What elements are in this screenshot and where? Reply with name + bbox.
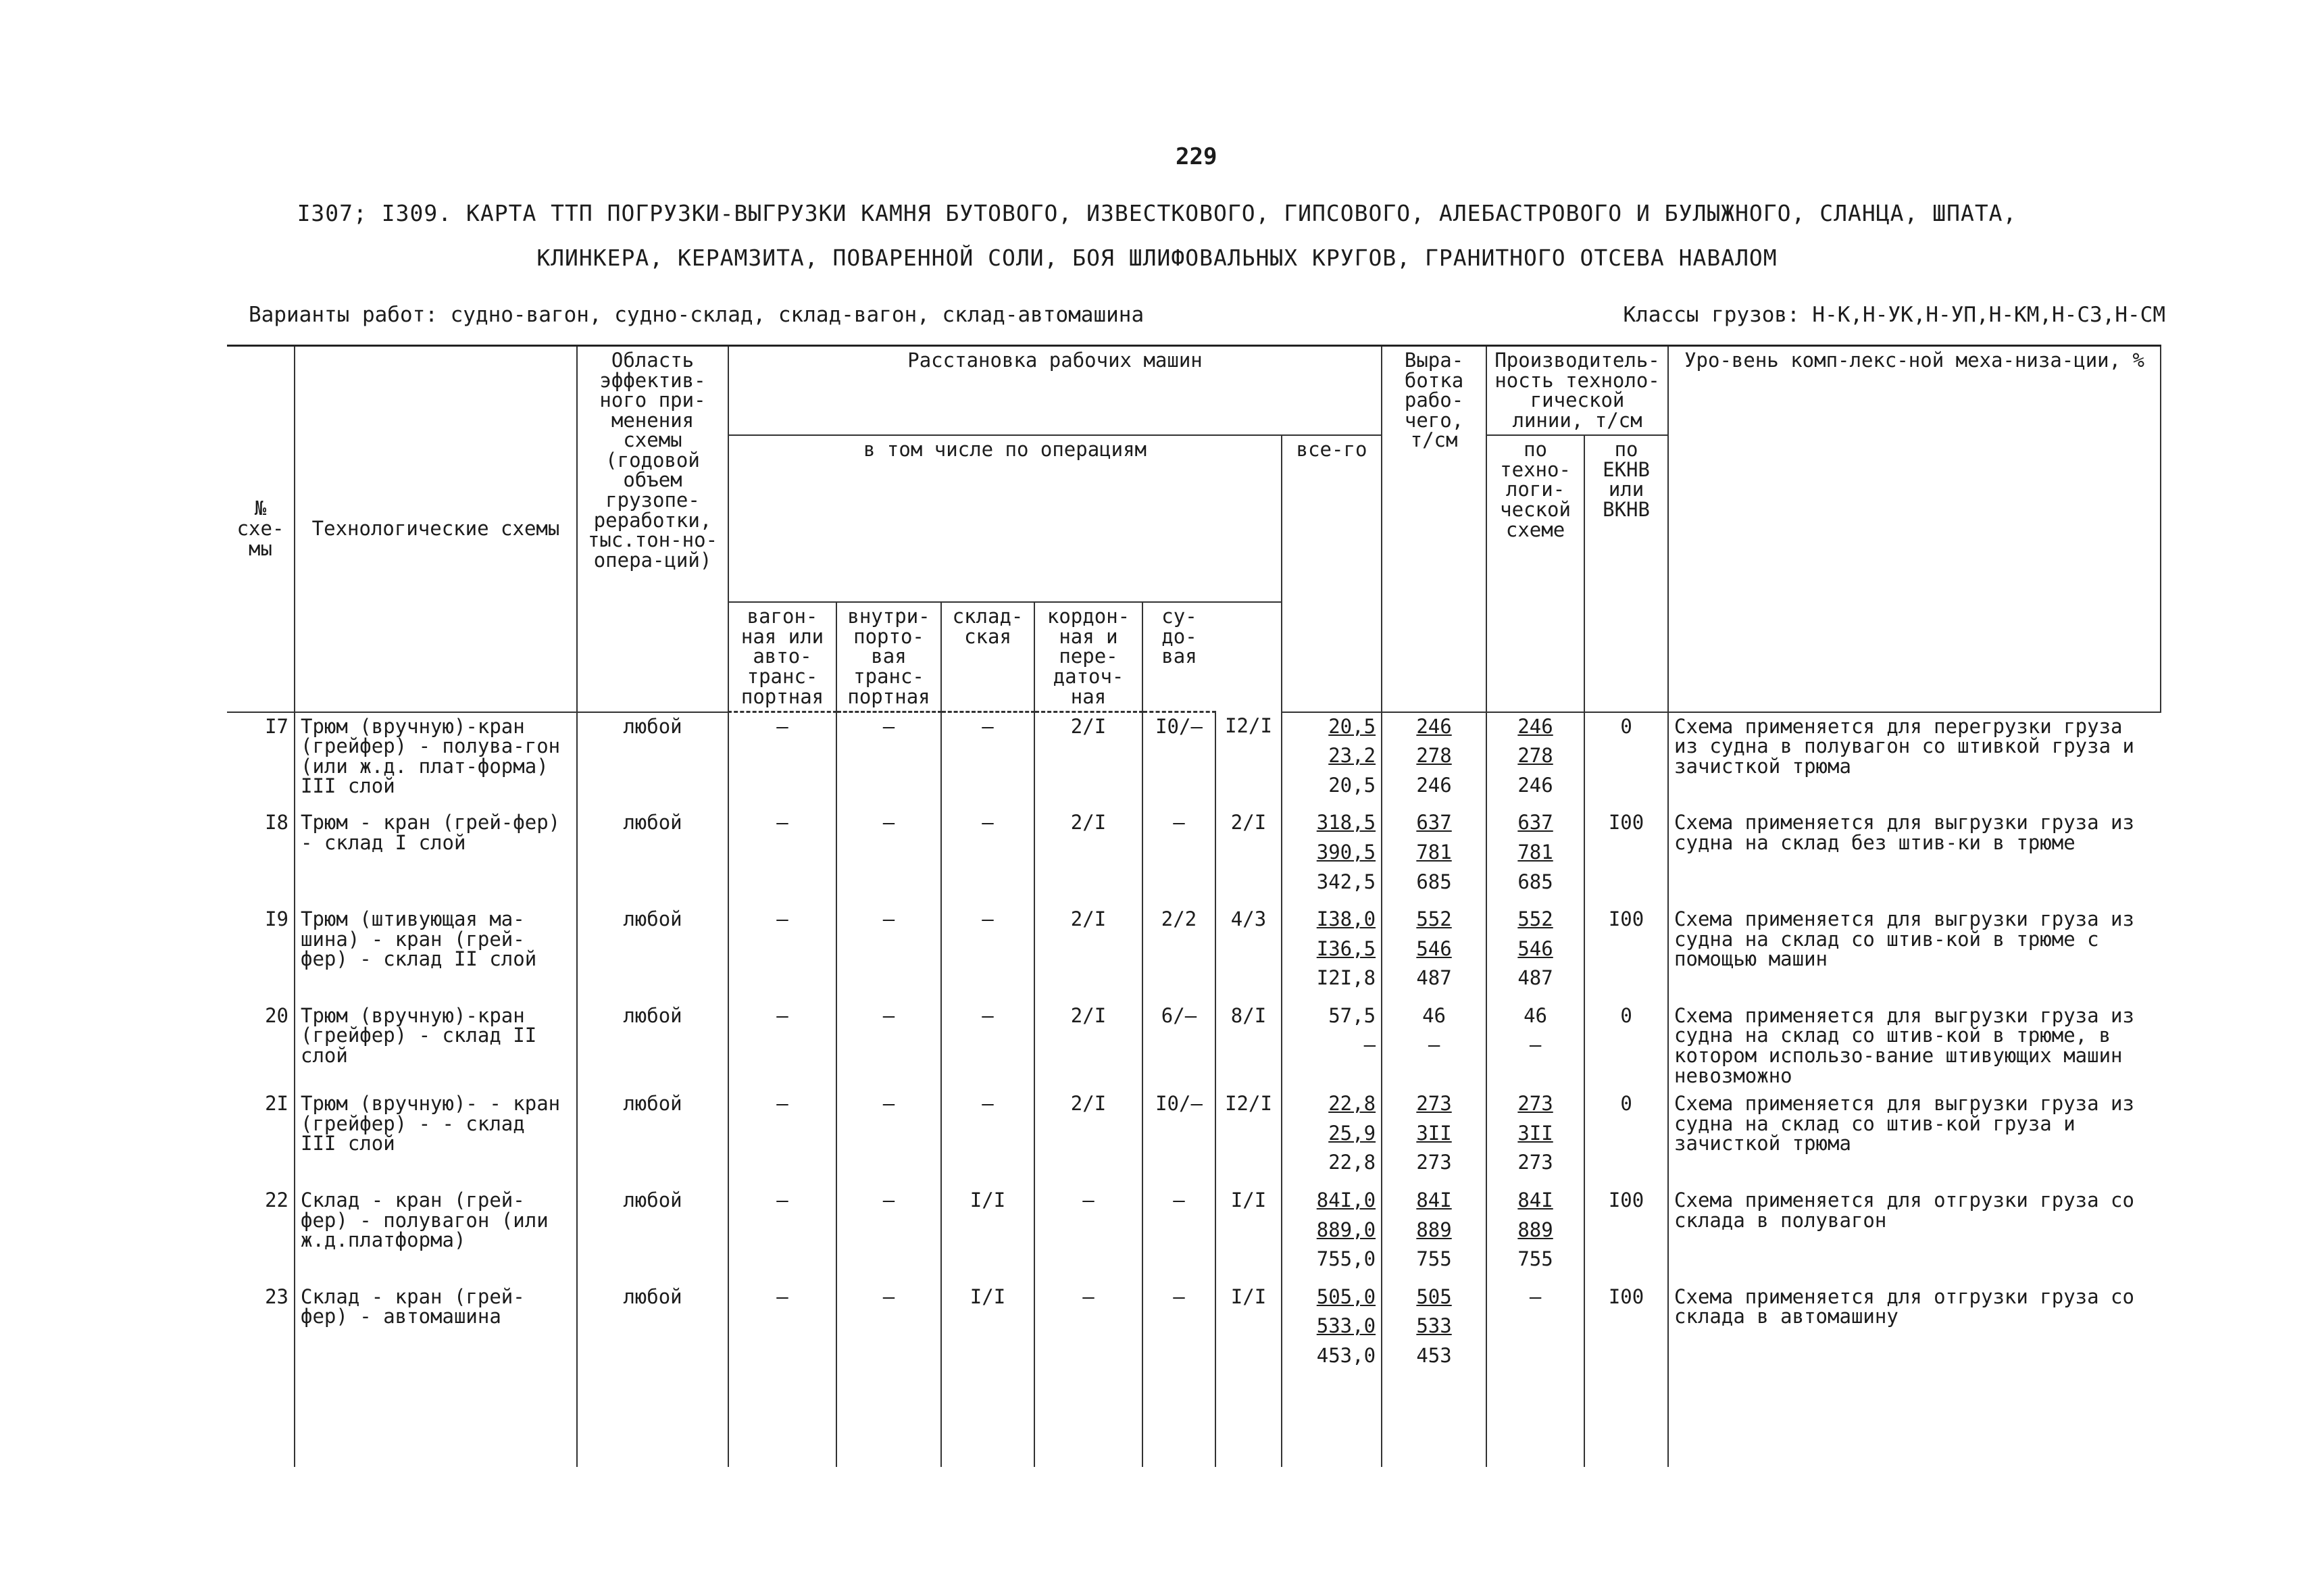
productivity-scheme-value: 46: [1422, 1003, 1446, 1027]
header-op-wagon: вагон-ная или авто-транс-портная: [728, 602, 836, 712]
op-total: 4/3: [1215, 905, 1282, 1002]
scheme-description: Склад - кран (грей-фер) - автомашина: [295, 1283, 577, 1380]
header-placement-sub: в том числе по операциям: [728, 435, 1282, 602]
mechanization-level: I00: [1584, 1283, 1668, 1380]
worker-output: [1282, 809, 1382, 905]
op-total: I/I: [1215, 1187, 1282, 1283]
worker-output-value: 342,5: [1316, 870, 1376, 893]
productivity-scheme-value: 546: [1416, 937, 1452, 960]
worker-output: [1282, 712, 1382, 809]
op-total: 2/I: [1215, 809, 1282, 905]
header-area: Область эффектив-ного при-менения схемы (годовой объем грузопе-реработки, тыс.тон-но-опера-ций): [577, 346, 728, 712]
op-wagon: –: [728, 1090, 836, 1187]
productivity-scheme-value: 889: [1416, 1218, 1452, 1241]
op-ship: I0/–: [1142, 712, 1215, 809]
scheme-number: I9: [227, 905, 295, 1002]
productivity-scheme-value: 637: [1416, 811, 1452, 834]
op-internal: –: [836, 1002, 941, 1090]
productivity-eknv: [1486, 1187, 1584, 1283]
productivity-eknv: [1486, 905, 1584, 1002]
document-title-line-1: I307; I309. КАРТА ТТП ПОГРУЗКИ-ВЫГРУЗКИ КАМНЯ БУТОВОГО, ИЗВЕСТКОВОГО, ГИПСОВОГО, АЛЕБАСТРОВОГО И БУЛЫЖНОГО, СЛАНЦА, ШПАТА,: [297, 200, 2017, 226]
productivity-scheme: [1382, 1187, 1486, 1283]
op-wagon: –: [728, 1283, 836, 1380]
scheme-purpose: Схема применяется для выгрузки груза из судна на склад со штив-кой груза и зачисткой трюма: [1668, 1090, 2161, 1187]
op-internal: –: [836, 1090, 941, 1187]
productivity-eknv: [1486, 809, 1584, 905]
worker-output-value: 390,5: [1316, 840, 1376, 864]
empty-cell: [1584, 1379, 1668, 1467]
worker-output-value: 20,5: [1328, 714, 1376, 738]
op-ship: 2/2: [1142, 905, 1215, 1002]
productivity-eknv-value: 46: [1524, 1003, 1547, 1027]
table-row: [227, 809, 2161, 905]
op-cordon: 2/I: [1034, 1090, 1142, 1187]
header-schemes: Технологические схемы: [295, 346, 577, 712]
scheme-purpose: Схема применяется для отгрузки груза со склада в полувагон: [1668, 1187, 2161, 1283]
table-body: [227, 712, 2161, 1468]
productivity-scheme-value: 487: [1416, 966, 1452, 990]
productivity-scheme: [1382, 1090, 1486, 1187]
productivity-scheme: [1382, 1002, 1486, 1090]
op-wagon: –: [728, 1002, 836, 1090]
scheme-description: Трюм (штивующая ма-шина) - кран (грей-фер) - склад II слой: [295, 905, 577, 1002]
op-internal: –: [836, 905, 941, 1002]
productivity-eknv-value: –: [1529, 1285, 1542, 1308]
cargo-classes: Классы грузов: Н-К,Н-УК,Н-УП,Н-КМ,Н-СЗ,Н-СМ: [1623, 303, 2165, 327]
technology-scheme-table: [227, 345, 2161, 1467]
productivity-scheme-value: 278: [1416, 744, 1452, 768]
table-row: [227, 1090, 2161, 1187]
op-cordon: 2/I: [1034, 905, 1142, 1002]
worker-output-value: 20,5: [1328, 773, 1376, 797]
header-placement: Расстановка рабочих машин: [728, 346, 1382, 436]
productivity-eknv-value: 889: [1517, 1218, 1553, 1241]
productivity-eknv-value: 273: [1517, 1151, 1553, 1174]
op-warehouse: –: [941, 1090, 1034, 1187]
productivity-scheme-value: 685: [1416, 870, 1452, 893]
empty-cell: [941, 1379, 1034, 1467]
productivity-scheme-value: 246: [1416, 714, 1452, 738]
op-cordon: –: [1034, 1187, 1142, 1283]
op-ship: –: [1142, 1283, 1215, 1380]
scheme-description: Трюм (вручную)-кран (грейфер) - полува-гон (или ж.д. плат-форма) III слой: [295, 712, 577, 809]
productivity-scheme-value: 453: [1416, 1343, 1452, 1367]
scheme-description: Трюм (вручную)- - кран (грейфер) - - склад III слой: [295, 1090, 577, 1187]
table-filler-row: [227, 1379, 2161, 1467]
worker-output-value: 318,5: [1316, 811, 1376, 834]
empty-cell: [295, 1379, 577, 1467]
productivity-scheme: [1382, 712, 1486, 809]
productivity-eknv-value: 552: [1517, 907, 1553, 931]
productivity-eknv-value: 637: [1517, 811, 1553, 834]
scheme-number: 20: [227, 1002, 295, 1090]
worker-output: [1282, 1090, 1382, 1187]
worker-output-value: 84I,0: [1316, 1188, 1376, 1212]
application-area: любой: [577, 809, 728, 905]
header-prod-scheme: по техно-логи-ческой схеме: [1486, 435, 1584, 712]
empty-cell: [836, 1379, 941, 1467]
op-total: I2/I: [1215, 712, 1282, 809]
header-prod-eknv: по ЕКНВ или ВКНВ: [1584, 435, 1668, 712]
op-cordon: –: [1034, 1283, 1142, 1380]
productivity-scheme-value: 781: [1416, 840, 1452, 864]
empty-cell: [1486, 1379, 1584, 1467]
productivity-eknv: [1486, 1002, 1584, 1090]
productivity-scheme-value: 84I: [1416, 1188, 1452, 1212]
empty-cell: [1282, 1379, 1382, 1467]
productivity-eknv-value: 781: [1517, 840, 1553, 864]
worker-output-value: 23,2: [1328, 744, 1376, 768]
productivity-scheme: [1382, 1283, 1486, 1380]
mechanization-level: 0: [1584, 712, 1668, 809]
productivity-eknv-value: 3II: [1517, 1121, 1553, 1145]
productivity-eknv-value: 278: [1517, 744, 1553, 768]
op-wagon: –: [728, 712, 836, 809]
scheme-purpose: Схема применяется для выгрузки груза из судна на склад со штив-кой в трюме с помощью машин: [1668, 905, 2161, 1002]
page-number: 229: [1176, 143, 1217, 170]
op-warehouse: I/I: [941, 1187, 1034, 1283]
worker-output-value: I36,5: [1316, 937, 1376, 960]
table-header: [227, 346, 2161, 712]
op-ship: –: [1142, 809, 1215, 905]
productivity-scheme-value: 3II: [1416, 1121, 1452, 1145]
op-internal: –: [836, 809, 941, 905]
application-area: любой: [577, 905, 728, 1002]
empty-cell: [1215, 1379, 1282, 1467]
productivity-scheme-value: 552: [1416, 907, 1452, 931]
op-ship: I0/–: [1142, 1090, 1215, 1187]
op-cordon: 2/I: [1034, 712, 1142, 809]
application-area: любой: [577, 1002, 728, 1090]
scheme-number: 23: [227, 1283, 295, 1380]
application-area: любой: [577, 712, 728, 809]
productivity-eknv-value: 685: [1517, 870, 1553, 893]
productivity-scheme-value: 755: [1416, 1247, 1452, 1271]
op-total: I/I: [1215, 1283, 1282, 1380]
worker-output-value: 25,9: [1328, 1121, 1376, 1145]
mechanization-level: 0: [1584, 1002, 1668, 1090]
productivity-eknv-value: 273: [1517, 1092, 1553, 1116]
op-internal: –: [836, 1187, 941, 1283]
mechanization-level: I00: [1584, 1187, 1668, 1283]
application-area: любой: [577, 1090, 728, 1187]
worker-output-value: 505,0: [1316, 1285, 1376, 1308]
op-warehouse: –: [941, 712, 1034, 809]
table-row: [227, 1187, 2161, 1283]
productivity-eknv: [1486, 712, 1584, 809]
scheme-description: Трюм (вручную)-кран (грейфер) - склад II слой: [295, 1002, 577, 1090]
productivity-eknv-value: 84I: [1517, 1188, 1553, 1212]
productivity-scheme-value: 533: [1416, 1314, 1452, 1338]
op-internal: –: [836, 712, 941, 809]
worker-output-value: 453,0: [1316, 1343, 1376, 1367]
productivity-scheme-value: 273: [1416, 1151, 1452, 1174]
worker-output: [1282, 905, 1382, 1002]
document-title-line-2: КЛИНКЕРА, КЕРАМЗИТА, ПОВАРЕННОЙ СОЛИ, БОЯ ШЛИФОВАЛЬНЫХ КРУГОВ, ГРАНИТНОГО ОТСЕВА НАВАЛОМ: [536, 245, 1778, 271]
application-area: любой: [577, 1283, 728, 1380]
op-warehouse: –: [941, 905, 1034, 1002]
productivity-eknv: [1486, 1090, 1584, 1187]
productivity-eknv-value: 246: [1517, 714, 1553, 738]
table-row: [227, 1283, 2161, 1380]
empty-cell: [1668, 1379, 2161, 1467]
table-row: [227, 1002, 2161, 1090]
op-wagon: –: [728, 1187, 836, 1283]
productivity-eknv: [1486, 1283, 1584, 1380]
empty-cell: [728, 1379, 836, 1467]
op-cordon: 2/I: [1034, 1002, 1142, 1090]
mechanization-level: 0: [1584, 1090, 1668, 1187]
header-output: Выра-ботка рабо-чего, т/см: [1382, 346, 1486, 712]
scheme-number: 22: [227, 1187, 295, 1283]
empty-cell: [1382, 1379, 1486, 1467]
op-ship: 6/–: [1142, 1002, 1215, 1090]
scheme-number: I8: [227, 809, 295, 905]
productivity-eknv-value: 755: [1517, 1247, 1553, 1271]
header-op-cordon: кордон-ная и пере-даточ-ная: [1034, 602, 1142, 712]
worker-output-value: 889,0: [1316, 1218, 1376, 1241]
productivity-eknv-value: 546: [1517, 937, 1553, 960]
productivity-eknv-value: –: [1529, 1033, 1542, 1057]
worker-output-value: 22,8: [1328, 1151, 1376, 1174]
table-row: [227, 712, 2161, 809]
scheme-purpose: Схема применяется для выгрузки груза из судна на склад без штив-ки в трюме: [1668, 809, 2161, 905]
scheme-description: Трюм - кран (грей-фер) - склад I слой: [295, 809, 577, 905]
worker-output-value: 755,0: [1316, 1247, 1376, 1271]
scheme-purpose: Схема применяется для перегрузки груза из судна в полувагон со штивкой груза и зачисткой трюма: [1668, 712, 2161, 809]
empty-cell: [577, 1379, 728, 1467]
worker-output-value: I38,0: [1316, 907, 1376, 931]
worker-output-value: 533,0: [1316, 1314, 1376, 1338]
productivity-scheme-value: –: [1428, 1033, 1440, 1057]
scheme-purpose: Схема применяется для отгрузки груза со склада в автомашину: [1668, 1283, 2161, 1380]
scheme-purpose: Схема применяется для выгрузки груза из судна на склад со штив-кой в трюме, в котором использо-вание штивующих машин невозможно: [1668, 1002, 2161, 1090]
productivity-scheme-value: 273: [1416, 1092, 1452, 1116]
worker-output-value: 22,8: [1328, 1092, 1376, 1116]
op-total: I2/I: [1215, 1090, 1282, 1187]
op-total: 8/I: [1215, 1002, 1282, 1090]
table-row: [227, 905, 2161, 1002]
op-wagon: –: [728, 905, 836, 1002]
header-number: № схе-мы: [227, 346, 295, 712]
worker-output: [1282, 1002, 1382, 1090]
header-op-internal: внутри-порто-вая транс-портная: [836, 602, 941, 712]
op-ship: –: [1142, 1187, 1215, 1283]
header-op-ship: су-до-вая: [1142, 602, 1215, 712]
productivity-scheme: [1382, 809, 1486, 905]
productivity-eknv-value: 487: [1517, 966, 1553, 990]
op-warehouse: –: [941, 1002, 1034, 1090]
worker-output: [1282, 1187, 1382, 1283]
worker-output: [1282, 1283, 1382, 1380]
op-warehouse: –: [941, 809, 1034, 905]
header-op-warehouse: склад-ская: [941, 602, 1034, 712]
worker-output-value: 57,5: [1328, 1003, 1376, 1027]
application-area: любой: [577, 1187, 728, 1283]
productivity-scheme-value: 246: [1416, 773, 1452, 797]
mechanization-level: I00: [1584, 809, 1668, 905]
productivity-scheme: [1382, 905, 1486, 1002]
header-mechanization: Уро-вень комп-лекс-ной меха-низа-ции, %: [1668, 346, 2161, 712]
empty-cell: [1034, 1379, 1142, 1467]
op-wagon: –: [728, 809, 836, 905]
productivity-eknv-value: 246: [1517, 773, 1553, 797]
op-cordon: 2/I: [1034, 809, 1142, 905]
header-productivity: Производитель-ность техноло-гической линии, т/см: [1486, 346, 1668, 436]
header-total: все-го: [1282, 435, 1382, 712]
scheme-number: I7: [227, 712, 295, 809]
worker-output-value: I2I,8: [1316, 966, 1376, 990]
empty-cell: [227, 1379, 295, 1467]
worker-output-value: –: [1363, 1033, 1376, 1057]
work-variants: Варианты работ: судно-вагон, судно-склад, склад-вагон, склад-автомашина: [249, 303, 1145, 327]
op-internal: –: [836, 1283, 941, 1380]
mechanization-level: I00: [1584, 905, 1668, 1002]
productivity-scheme-value: 505: [1416, 1285, 1452, 1308]
scheme-description: Склад - кран (грей-фер) - полувагон (или ж.д.платформа): [295, 1187, 577, 1283]
op-warehouse: I/I: [941, 1283, 1034, 1380]
scheme-number: 2I: [227, 1090, 295, 1187]
empty-cell: [1142, 1379, 1215, 1467]
